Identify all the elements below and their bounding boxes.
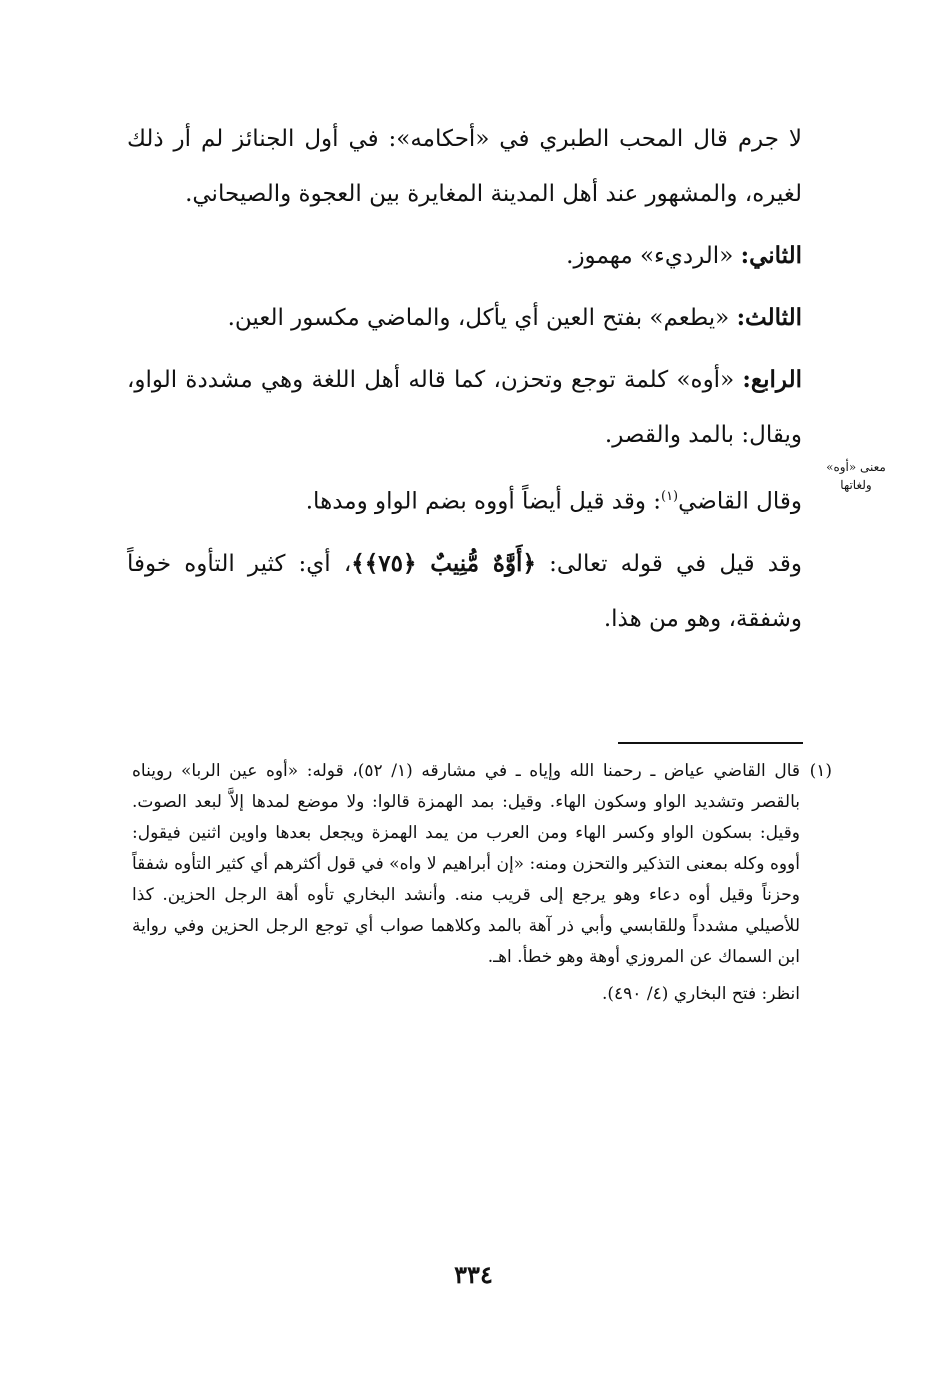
margin-note: معنى «أوه» ولغاتها (826, 460, 886, 492)
footnote-number: (١) (809, 761, 832, 781)
paragraph-lead: الرابع: (742, 366, 803, 393)
paragraph-qadi (127, 469, 802, 530)
paragraph-fourth (127, 352, 802, 463)
main-text (127, 112, 802, 653)
paragraph-text: «أوه» كلمة توجع وتحزن، كما قاله أهل اللغة وهي مشددة الواو، ويقال: بالمد والقصر. (127, 367, 802, 448)
footnote (132, 756, 832, 1010)
paragraph-text: : وقد قيل أيضاً أووه بضم الواو ومدها. (305, 488, 661, 515)
footnote-reference[interactable]: (١) (660, 489, 679, 504)
paragraph-verse (127, 536, 802, 647)
footnote-text: قال القاضي عياض ـ رحمنا الله وإياه ـ في مشارقه (١/ ٥٢)، قوله: «أوه عين الربا» رويناه بالقصر وتشديد الواو وسكون الهاء. وقيل: بمد الهمزة قالوا: ولا موضع لمدها إلاَّ لبعد الصوت. وقيل: بسكون الواو وكسر الهاء ومن العرب من يمد الهمزة ويجعل بعدها واوين اثنين فيقول: أووه وكله بمعنى التذكير والتحزن ومنه: «إن أبراهيم لا واه» في قول أكثرهم أي كثير التأوه شفقاً وحزناً وقيل أوه دعاء وهو يرجع إلى قريب منه. وأنشد البخاري تأوه أهة الرجل الحزين. كذا للأصيلي مشدداً وللقابسي وأبي ذر آهة بالمد وكلاهما صواب أي توجع الرجل الحزين وفي رواية ابن السماك عن المروزي أوهة وهو خطأ. اهـ. (132, 761, 801, 967)
footnote-entry (132, 756, 832, 973)
paragraph-text: «الرديء» مهموز. (566, 243, 741, 269)
footnote-divider (618, 742, 803, 744)
paragraph-text: وقد قيل في قوله تعالى: (535, 550, 802, 577)
paragraph-lead: الثاني: (740, 242, 802, 269)
paragraph-text: لا جرم قال المحب الطبري في «أحكامه»: في أول الجنائز لم أر ذلك لغيره، والمشهور عند أهل المدينة المغايرة بين العجوة والصيحاني. (127, 126, 802, 207)
paragraph-text: «يطعم» بفتح العين أي يأكل، والماضي مكسور العين. (227, 305, 737, 331)
paragraph-third (127, 290, 802, 346)
paragraph-text: وقال القاضي (678, 488, 802, 515)
footnote-source: انظر: فتح البخاري (٤/ ٤٩٠). (601, 984, 800, 1004)
paragraph-second (127, 228, 802, 284)
paragraph-text: ، أي: كثير التأوه خوفاً وشفقة، وهو من هذا. (127, 550, 802, 632)
page-number: ٣٣٤ (454, 1260, 493, 1289)
paragraph-tabari (127, 112, 802, 222)
quran-verse: ﴿أَوَّٰهٌ مُّنِيبٌ ﴿٧٥﴾﴾ (351, 549, 536, 577)
paragraph-lead: الثالث: (736, 304, 802, 331)
